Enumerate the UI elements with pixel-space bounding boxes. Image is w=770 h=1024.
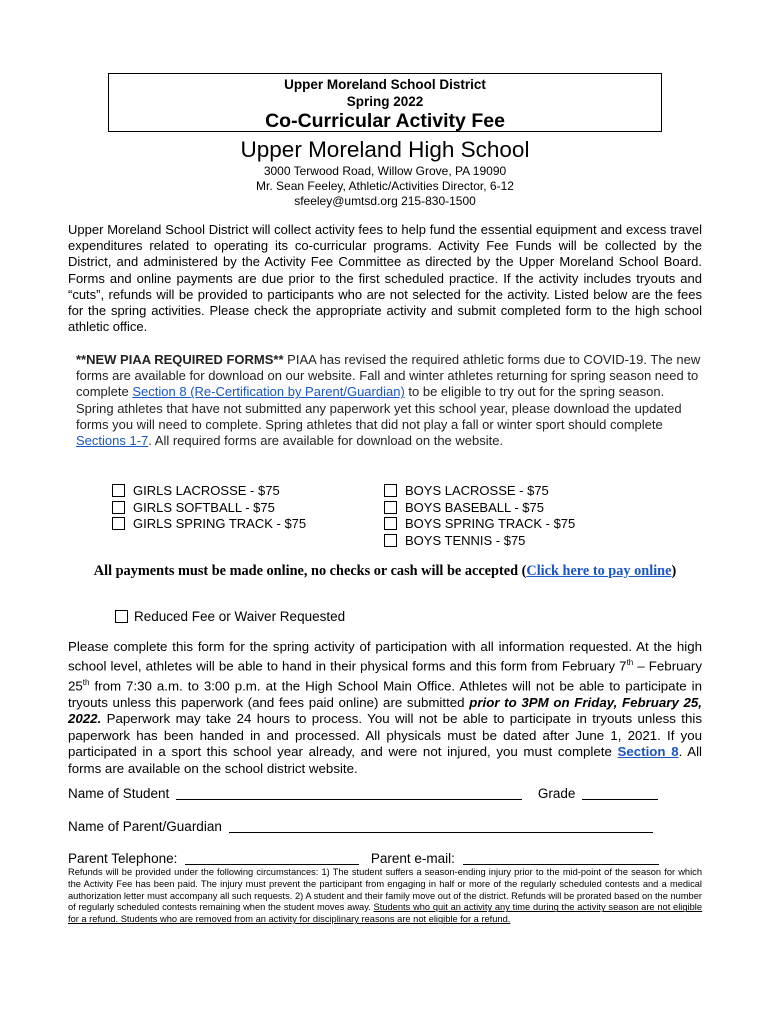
activity-option	[112, 500, 306, 517]
instructions-text-2: – February 25	[68, 658, 702, 694]
parent-phone-field[interactable]	[185, 852, 359, 865]
girls-spring-track-checkbox[interactable]	[112, 517, 125, 530]
boys-activities	[384, 483, 575, 549]
parent-email-field[interactable]	[463, 852, 659, 865]
intro-paragraph	[68, 222, 702, 335]
instructions-text-4: Paperwork may take 24 hours to process. You will not be able to participate in tryouts unless this paperwork has been handed in and processed. All physicals must be dated after June 1, 2021. If you participated in a sport this school year already, and were not injured, you must complete	[68, 711, 702, 760]
activity-option	[384, 483, 575, 500]
reduced-fee-label: Reduced Fee or Waiver Requested	[134, 609, 346, 624]
activity-label: BOYS LACROSSE - $75	[405, 483, 549, 498]
payment-text: All payments must be made online, no checks or cash will be accepted (	[93, 563, 527, 579]
girls-softball-checkbox[interactable]	[112, 501, 125, 514]
phone-label: Parent Telephone:	[68, 851, 178, 866]
activity-label: BOYS BASEBALL - $75	[405, 499, 544, 515]
section-8-link-2[interactable]: Section 8	[617, 744, 679, 760]
activity-label: BOYS TENNIS - $75	[405, 532, 526, 548]
reduced-fee-checkbox[interactable]	[115, 610, 128, 623]
school-address: 3000 Terwood Road, Willow Grove, PA 19090	[263, 164, 507, 178]
student-name-field[interactable]	[176, 787, 522, 800]
school-contact: sfeeley@umtsd.org 215-830-1500	[294, 194, 476, 208]
school-director: Mr. Sean Feeley, Athletic/Activities Director, 6-12	[256, 179, 514, 193]
activity-label: GIRLS SOFTBALL - $75	[133, 499, 275, 515]
payment-close: )	[671, 563, 677, 579]
email-label: Parent e-mail:	[370, 851, 455, 866]
boys-spring-track-checkbox[interactable]	[384, 517, 397, 530]
school-name: Upper Moreland High School	[240, 137, 530, 162]
reduced-fee-option	[115, 609, 345, 626]
activity-option	[384, 533, 575, 550]
instructions-text-1: Please complete this form for the spring activity of participation with all information requested. At the high school level, athletes will be able to hand in their physical forms and this form from February 7	[68, 639, 702, 674]
ordinal-suffix: th	[626, 658, 634, 668]
activity-option	[384, 516, 575, 533]
piaa-text-3: . All required forms are available for download on the website.	[148, 433, 504, 449]
instructions-text-5: . All forms are available on the school district website.	[68, 744, 702, 776]
activity-option	[112, 483, 306, 500]
payment-notice	[0, 563, 770, 580]
refund-ineligible-text: Students who quit an activity any time during the activity season are not eligible for a refund. Students who are removed from an activity for disciplinary reasons are not eligible for a refund.	[68, 902, 702, 925]
grade-field[interactable]	[582, 787, 658, 800]
refund-text: Refunds will be provided under the following circumstances: 1) The student suffers a season-ending injury prior to the mid-point of the season for which the Activity Fee has been paid. The injury must prevent the participant from engaging in half or more of the regularly scheduled contests and a medical authorization letter must accompany all such requests. 2) A student and their family move out of the district. Refunds will be prorated based on the number of regularly scheduled contests remaining when the student moves away.	[68, 867, 702, 913]
deadline-text: prior to 3PM on Friday, February 25, 2022.	[68, 695, 702, 727]
refund-policy	[68, 867, 702, 926]
girls-lacrosse-checkbox[interactable]	[112, 484, 125, 497]
sections-1-7-link[interactable]: Sections 1-7	[76, 433, 149, 449]
form-title: Co-Curricular Activity Fee	[265, 110, 505, 132]
season-label: Spring 2022	[346, 94, 424, 109]
student-label: Name of Student	[68, 786, 170, 801]
parent-name-field[interactable]	[229, 820, 653, 833]
boys-tennis-checkbox[interactable]	[384, 534, 397, 547]
boys-lacrosse-checkbox[interactable]	[384, 484, 397, 497]
piaa-notice	[76, 352, 702, 449]
piaa-text-2: to be eligible to try out for the spring season. Spring athletes that have not submitted any paperwork yet this school year, please download the updated forms you will need to complete. Spring athletes that did not play a fall or winter sport should complete	[76, 384, 682, 432]
instructions-text-3: from 7:30 a.m. to 3:00 p.m. at the High School Main Office. Athletes will not be able to participate in tryouts unless this paperwork (and fees paid online) are submitted	[68, 678, 702, 711]
piaa-text-1: PIAA has revised the required athletic forms due to COVID-19. The new forms are available for download on our website. Fall and winter athletes returning for spring season need to complete	[76, 352, 701, 400]
header-box	[108, 73, 662, 132]
activity-label: GIRLS SPRING TRACK - $75	[133, 516, 307, 532]
parent-row	[68, 819, 653, 835]
pay-online-link[interactable]: Click here to pay online	[526, 563, 672, 579]
contact-row	[68, 851, 659, 867]
activity-option	[112, 516, 306, 533]
activity-label: GIRLS LACROSSE - $75	[133, 483, 280, 498]
parent-label: Name of Parent/Guardian	[68, 819, 222, 834]
district-name: Upper Moreland School District	[284, 77, 486, 92]
intro-text: Upper Moreland School District will collect activity fees to help fund the essential equipment and excess travel expenditures related to operating its co-curricular programs. Activity Fee Funds will be collected by the District, and administered by the Activity Fee Committee as directed by the Upper Moreland School Board. Forms and online payments are due prior to the first scheduled practice. If the activity includes tryouts and “cuts”, refunds will be provided to participants who are not selected for the activity. Listed below are the fees for the spring activities. Please check the appropriate activity and submit completed form to the high school athletic office.	[68, 222, 702, 335]
activity-label: BOYS SPRING TRACK - $75	[405, 516, 576, 532]
student-row	[68, 786, 658, 802]
piaa-heading: **NEW PIAA REQUIRED FORMS**	[76, 352, 284, 367]
grade-label: Grade	[537, 786, 576, 801]
section-8-link[interactable]: Section 8 (Re-Certification by Parent/Guardian)	[132, 384, 405, 400]
boys-baseball-checkbox[interactable]	[384, 501, 397, 514]
girls-activities	[112, 483, 306, 533]
instructions-paragraph	[68, 639, 702, 777]
activity-option	[384, 500, 575, 517]
ordinal-suffix: th	[82, 678, 90, 688]
